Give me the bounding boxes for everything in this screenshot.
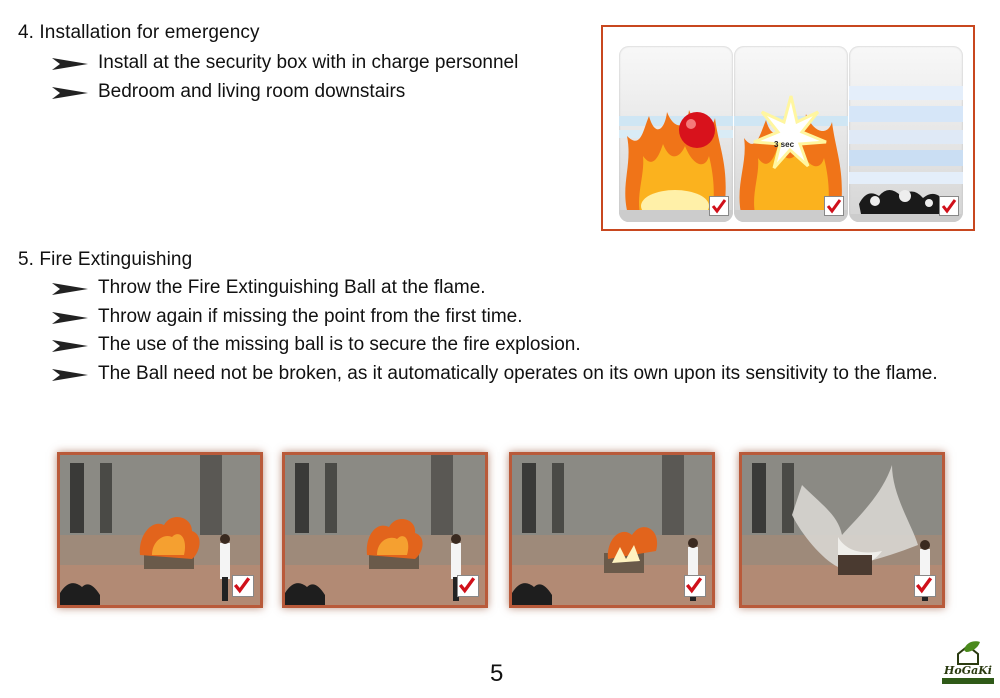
extinguishing-stages-figure	[601, 25, 975, 231]
arrowhead-bullet-icon	[52, 58, 88, 70]
section-4-bullet-list	[52, 49, 612, 106]
list-item	[52, 78, 612, 107]
arrowhead-bullet-icon	[52, 340, 88, 352]
fire-demo-photo	[742, 455, 942, 605]
demo-photo-1	[57, 452, 263, 608]
checkmark-icon	[709, 196, 729, 216]
section-5-heading: 5. Fire Extinguishing	[18, 249, 193, 270]
list-item	[52, 49, 612, 78]
arrowhead-bullet-icon	[52, 87, 88, 99]
bullet-text: Throw the Fire Extinguishing Ball at the flame.	[98, 277, 486, 298]
fire-demo-photo	[285, 455, 485, 605]
checkmark-icon	[914, 575, 936, 597]
section-5-bullet-list	[52, 274, 952, 388]
demo-photo-4	[739, 452, 945, 608]
checkmark-icon	[939, 196, 959, 216]
checkmark-icon	[824, 196, 844, 216]
list-item	[52, 274, 952, 303]
logo-text: HoGaKi	[944, 664, 992, 677]
list-item	[52, 331, 952, 360]
stage-card-extinguished	[849, 46, 963, 222]
stage-card-burst	[734, 46, 848, 222]
arrowhead-bullet-icon	[52, 283, 88, 295]
fire-demo-photo	[512, 455, 712, 605]
section-4-heading: 4. Installation for emergency	[18, 22, 260, 43]
bullet-text: The Ball need not be broken, as it automatically operates on its own upon its sensitivity to the flame.	[98, 362, 938, 384]
checkmark-icon	[684, 575, 706, 597]
demo-photo-3	[509, 452, 715, 608]
stage-card-ball-in-flame	[619, 46, 733, 222]
fire-demo-photo	[60, 455, 260, 605]
page-number: 5	[490, 660, 504, 687]
list-item	[52, 360, 952, 389]
bullet-text: Bedroom and living room downstairs	[98, 80, 406, 102]
hogaki-logo	[940, 640, 996, 688]
list-item	[52, 303, 952, 332]
demo-photo-2	[282, 452, 488, 608]
bullet-text: Install at the security box with in charge personnel	[98, 52, 519, 73]
leaf-house-icon	[940, 640, 996, 666]
logo-tagline-bar	[942, 678, 994, 684]
arrowhead-bullet-icon	[52, 369, 88, 381]
timer-label: 3 sec	[774, 140, 795, 149]
bullet-text: The use of the missing ball is to secure the fire explosion.	[98, 334, 581, 355]
checkmark-icon	[457, 575, 479, 597]
checkmark-icon	[232, 575, 254, 597]
bullet-text: Throw again if missing the point from the first time.	[98, 305, 523, 327]
arrowhead-bullet-icon	[52, 312, 88, 324]
